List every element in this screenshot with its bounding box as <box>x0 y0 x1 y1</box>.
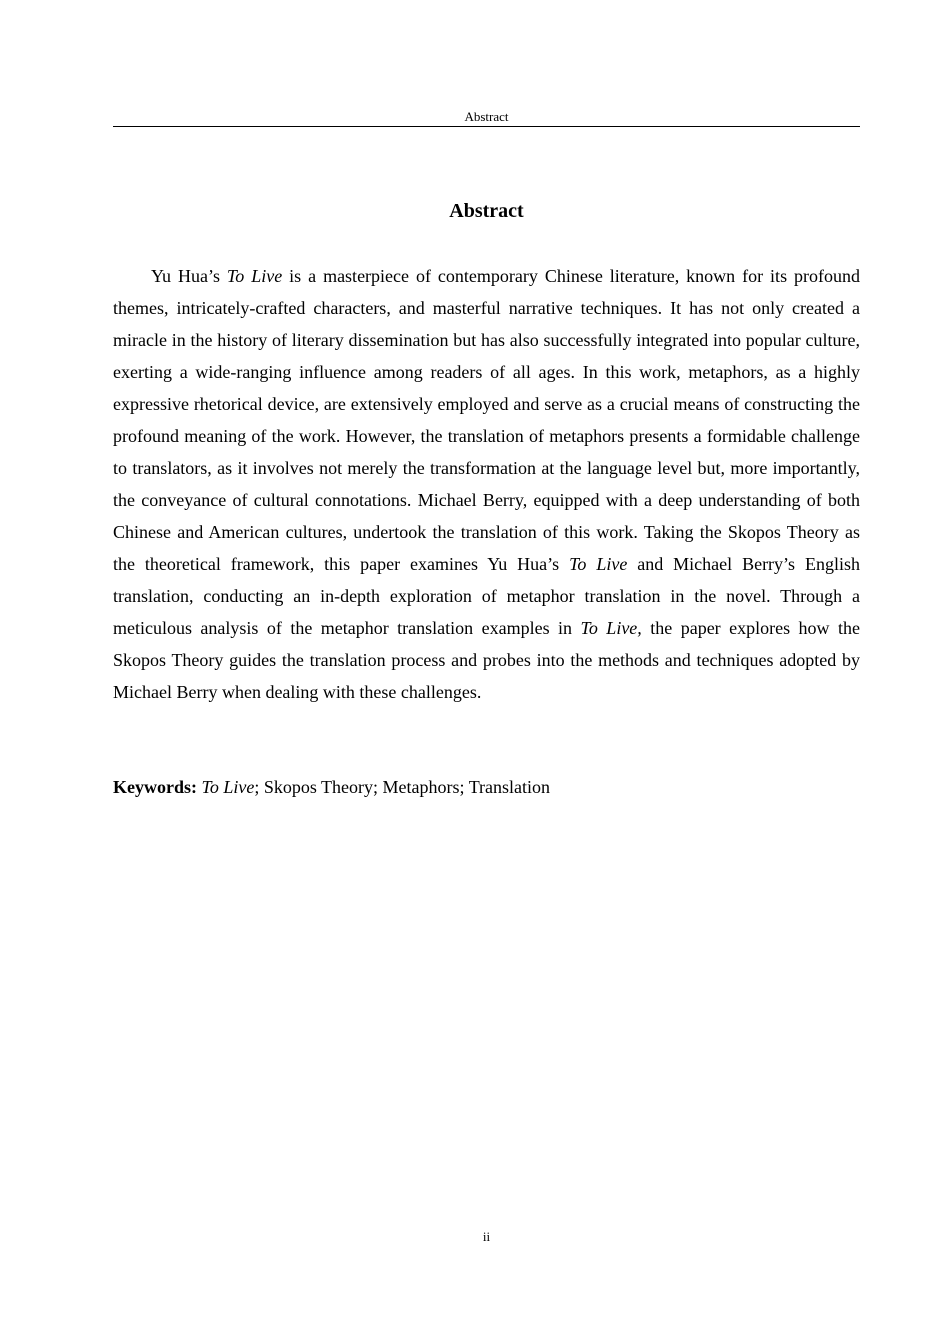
running-header: Abstract <box>464 109 509 124</box>
header-rule <box>113 126 860 127</box>
book-title-italic: To Live <box>226 266 283 286</box>
page-title: Abstract <box>449 200 524 222</box>
abstract-text-1: Yu Hua’s <box>151 266 227 286</box>
book-title-italic: To Live, <box>580 618 642 638</box>
keyword-book-title: To Live <box>201 777 255 797</box>
keywords-line <box>113 771 860 803</box>
abstract-text-3: and Michael Berry’s English translation, conducting an in-depth exploration of metaphor translation in the novel. Through a meticulous analysis of the metaphor translation examples in <box>113 554 860 638</box>
abstract-text-4: the paper explores how the Skopos Theory guides the translation process and probes into the methods and techniques adopted by Michael Berry when dealing with these challenges. <box>113 618 860 702</box>
abstract-paragraph <box>113 260 860 708</box>
page-number: ii <box>482 1229 491 1244</box>
book-title-italic: To Live <box>569 554 628 574</box>
abstract-text-2: is a masterpiece of contemporary Chinese literature, known for its profound themes, intricately-crafted characters, and masterful narrative techniques. It has not only created a miracle in the history of literary dissemination but has also successfully integrated into popular culture, exerting a wide-ranging influence among readers of all ages. In this work, metaphors, as a highly expressive rhetorical device, are extensively employed and serve as a crucial means of constructing the profound meaning of the work. However, the translation of metaphors presents a formidable challenge to translators, as it involves not merely the transformation at the language level but, more importantly, the conveyance of cultural connotations. Michael Berry, equipped with a deep understanding of both Chinese and American cultures, undertook the translation of this work. Taking the Skopos Theory as the theoretical framework, this paper examines Yu Hua’s <box>113 266 861 574</box>
keywords-label: Keywords: <box>113 777 197 797</box>
keywords-list: ; Skopos Theory; Metaphors; Translation <box>254 777 551 797</box>
